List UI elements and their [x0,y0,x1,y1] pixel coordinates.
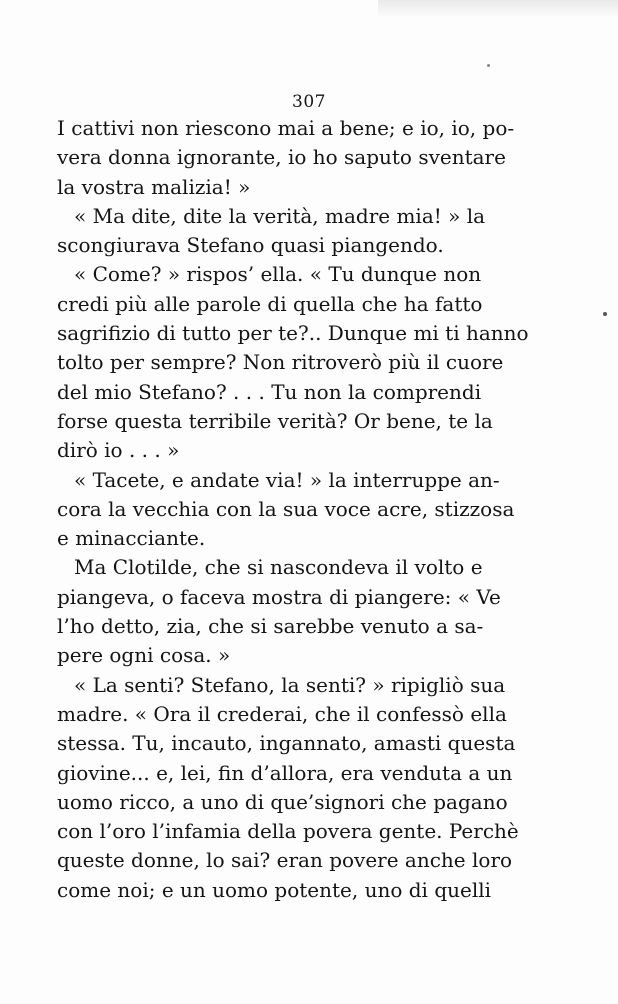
text-line: sagrifizio di tutto per te?.. Dunque mi ti hanno [57,321,529,346]
scan-speck [487,64,490,67]
text-line: stessa. Tu, incauto, ingannato, amasti questa [57,731,516,756]
text-line: vera donna ignorante, io ho saputo sventare [57,145,506,170]
text-line: l’ho detto, zia, che si sarebbe venuto a sa- [57,614,484,639]
text-line: piangeva, o faceva mostra di piangere: « Ve [57,584,501,609]
text-line: uomo ricco, a uno di que’signori che pagano [57,789,508,814]
body-text [57,114,529,905]
scan-edge-shadow [378,0,618,18]
text-line: credi più alle parole di quella che ha fatto [57,291,483,316]
text-line: forse questa terribile verità? Or bene, te la [57,408,493,433]
text-line: scongiurava Stefano quasi piangendo. [57,233,444,258]
text-line: tolto per sempre? Non ritroverò più il cuore [57,350,504,375]
text-line: « Come? » rispos’ ella. « Tu dunque non [74,262,482,287]
text-line: Ma Clotilde, che si nascondeva il volto e [74,555,483,580]
text-line: con l’oro l’infamia della povera gente. Perchè [57,819,519,844]
text-line: pere ogni cosa. » [57,643,231,668]
scan-speck [603,312,607,316]
text-line: cora la vecchia con la sua voce acre, stizzosa [57,496,515,521]
text-line: dirò io . . . » [57,438,180,463]
text-line: come noi; e un uomo potente, uno di quelli [57,877,492,902]
page-number: 307 [292,92,326,112]
text-line: del mio Stefano? . . . Tu non la comprendi [57,379,482,404]
text-line: « Ma dite, dite la verità, madre mia! » la [74,203,486,228]
text-line: « Tacete, e andate via! » la interruppe an- [74,467,500,492]
text-line: queste donne, lo sai? eran povere anche loro [57,848,513,873]
text-line: « La senti? Stefano, la senti? » ripigliò sua [74,672,506,697]
text-line: I cattivi non riescono mai a bene; e io, io, po- [57,116,515,140]
text-line: giovine... e, lei, fin d’allora, era venduta a un [57,760,513,785]
text-line: e minacciante. [57,526,206,551]
text-line: madre. « Ora il crederai, che il confessò ella [57,701,507,726]
text-line: la vostra malizia! » [57,174,251,199]
